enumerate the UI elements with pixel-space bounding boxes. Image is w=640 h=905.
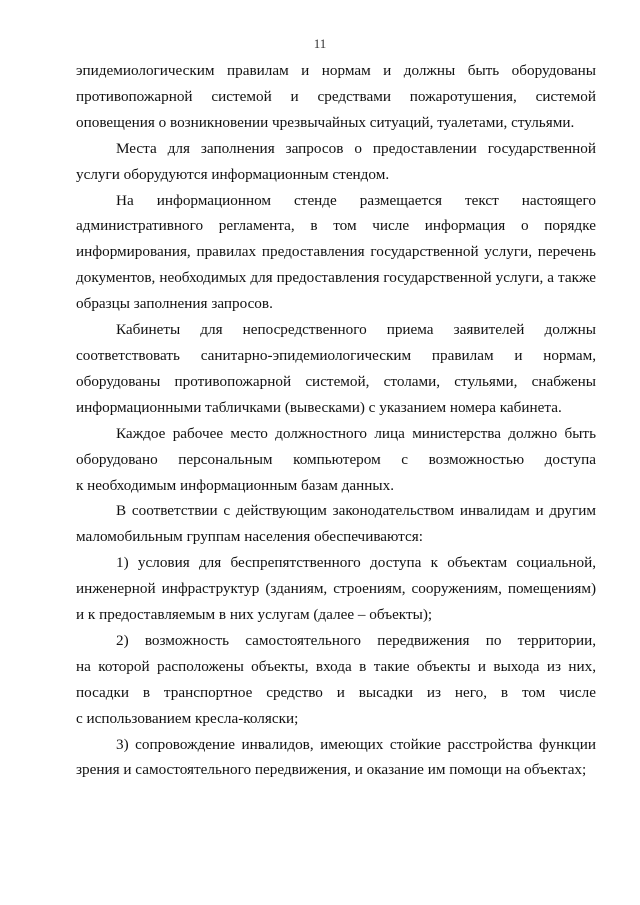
paragraph [76, 58, 596, 136]
text-line: инженерной инфраструктур (зданиям, строениям, сооружениям, помещениям) [76, 580, 596, 598]
text-line: информационными табличками (вывесками) с указанием номера кабинета. [76, 398, 562, 416]
text-line: 2) возможность самостоятельного передвижения по территории, [116, 631, 596, 649]
text-line: 1) условия для беспрепятственного доступа к объектам социальной, [116, 554, 596, 572]
text-line: на которой расположены объекты, входа в такие объекты и выхода из них, [76, 657, 596, 675]
text-line: эпидемиологическим правилам и нормам и должны быть оборудованы [76, 62, 596, 79]
paragraph [76, 136, 596, 188]
text-line: и к предоставляемым в них услугам (далее – объекты); [76, 606, 433, 624]
text-line: зрения и самостоятельного передвижения, и оказание им помощи на объектах; [76, 761, 587, 779]
paragraph [76, 498, 596, 550]
text-line: Каждое рабочее место должностного лица министерства должно быть [116, 424, 596, 442]
text-line: маломобильным группам населения обеспечиваются: [76, 528, 423, 546]
paragraph [76, 628, 596, 732]
document-body [76, 58, 596, 783]
text-line: противопожарной системой и средствами пожаротушения, системой [76, 87, 596, 105]
paragraph [76, 188, 596, 318]
page-number: 11 [313, 36, 327, 51]
text-line: Места для заполнения запросов о предоставлении государственной [116, 139, 596, 157]
text-line: оповещения о возникновении чрезвычайных ситуаций, туалетами, стульями. [76, 113, 575, 131]
text-line: посадки в транспортное средство и высадки из него, в том числе [76, 683, 596, 701]
text-line: к необходимым информационным базам данных. [76, 476, 394, 494]
text-line: Кабинеты для непосредственного приема заявителей должны [116, 321, 596, 339]
text-line: 3) сопровождение инвалидов, имеющих стойкие расстройства функции [116, 735, 596, 753]
paragraph [76, 550, 596, 628]
text-line: услуги оборудуются информационным стендом. [76, 165, 390, 183]
text-line: с использованием кресла-коляски; [76, 709, 299, 727]
text-line: оборудованы противопожарной системой, столами, стульями, снабжены [76, 372, 596, 390]
paragraph [76, 421, 596, 499]
paragraph [76, 732, 596, 784]
text-line: информирования, правилах предоставления государственной услуги, перечень [76, 243, 596, 261]
text-line: документов, необходимых для предоставления государственной услуги, а также [76, 269, 596, 287]
paragraph [76, 317, 596, 421]
text-line: административного регламента, в том числе информация о порядке [76, 217, 596, 235]
text-line: соответствовать санитарно-эпидемиологическим правилам и нормам, [76, 346, 596, 364]
text-line: образцы заполнения запросов. [76, 295, 273, 313]
text-line: оборудовано персональным компьютером с возможностью доступа [76, 450, 596, 468]
text-line: В соответствии с действующим законодательством инвалидам и другим [116, 502, 596, 520]
text-line: На информационном стенде размещается текст настоящего [116, 191, 596, 209]
